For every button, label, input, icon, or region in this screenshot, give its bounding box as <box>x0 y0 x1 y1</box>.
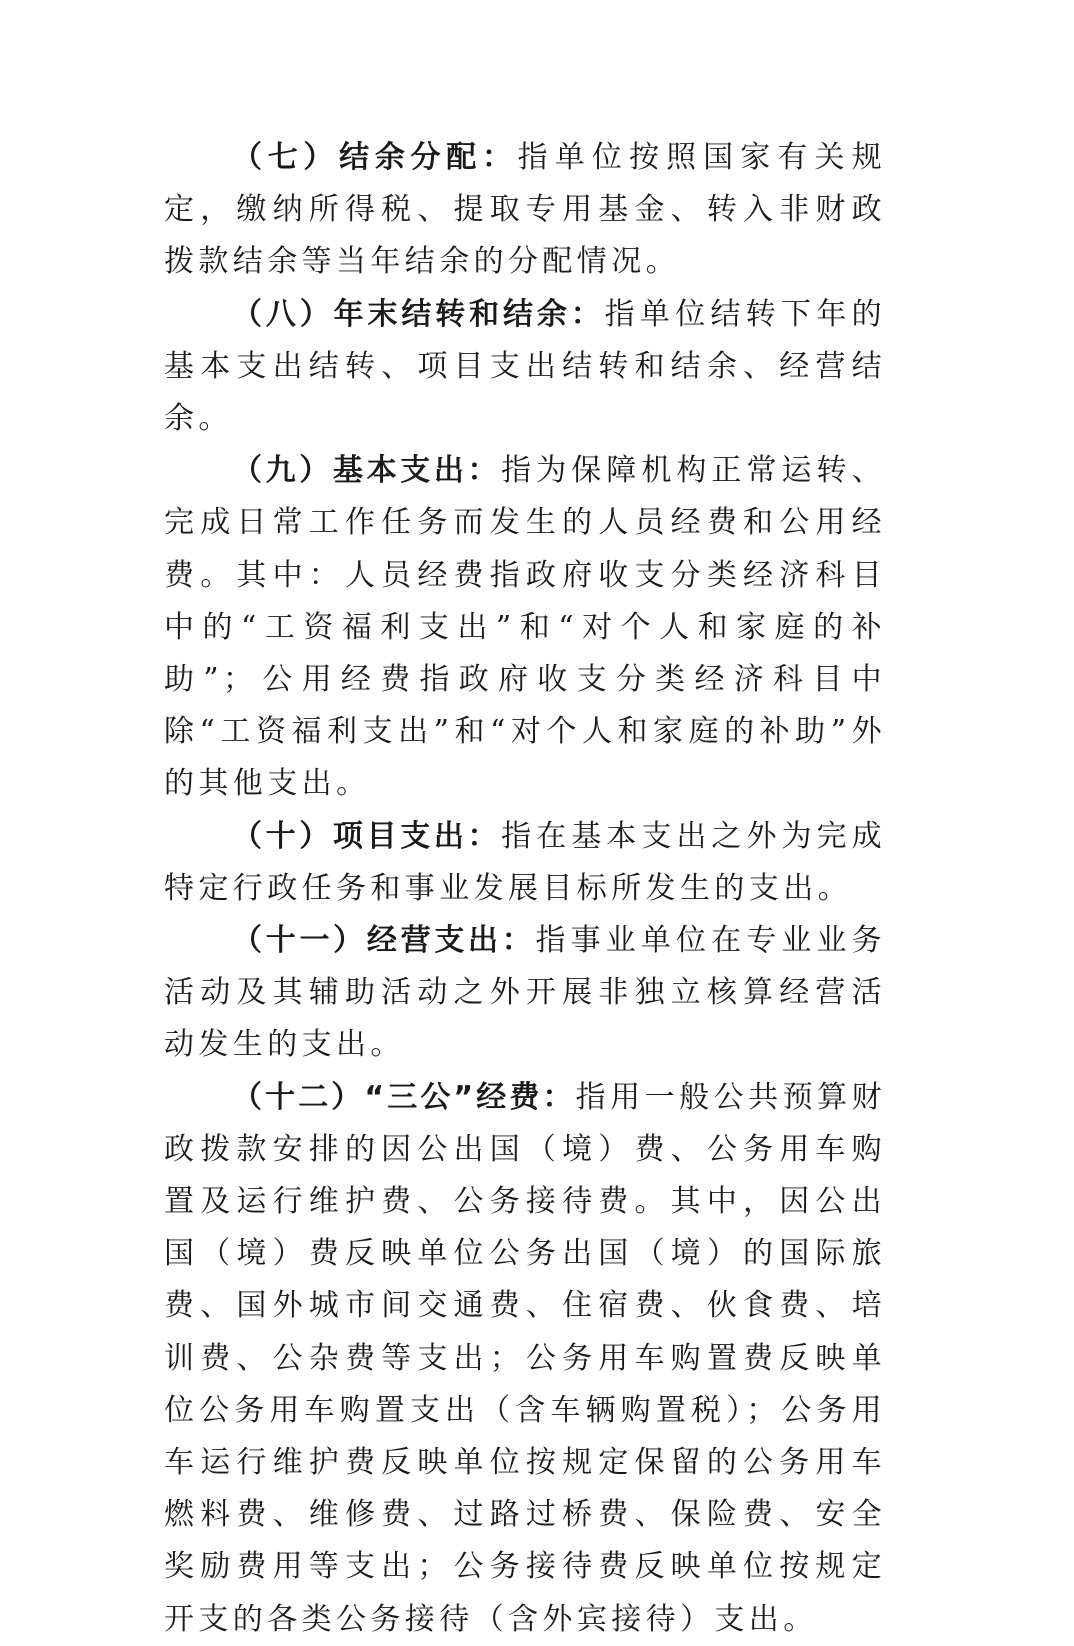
term-heading: （八）年末结转和结余： <box>232 296 605 332</box>
paragraph-three-public-expenses <box>164 1072 886 1646</box>
paragraph-year-end-carryover <box>164 289 886 446</box>
paragraph-operating-expenditure <box>164 915 886 1072</box>
term-definition: 指单位结转下年的基本支出结转、项目支出结转和结余、经营结余。 <box>164 296 886 437</box>
term-heading: （九）基本支出： <box>232 453 502 489</box>
term-definition: 指在基本支出之外为完成特定行政任务和事业发展目标所发生的支出。 <box>164 818 886 906</box>
term-heading: （十）项目支出： <box>232 818 502 854</box>
term-definition: 指为保障机构正常运转、完成日常工作任务而发生的人员经费和公用经费。其中：人员经费指政府收支分类经济科目中的“工资福利支出”和“对个人和家庭的补助”；公用经费指政府收支分类经济科目中除“工资福利支出”和“对个人和家庭的补助”外的其他支出。 <box>164 453 886 802</box>
term-definition: 指单位按照国家有关规定，缴纳所得税、提取专用基金、转入非财政拨款结余等当年结余的分配情况。 <box>164 140 887 280</box>
document-body <box>164 132 886 1646</box>
paragraph-basic-expenditure <box>164 445 886 810</box>
term-definition: 指用一般公共预算财政拨款安排的因公出国（境）费、公务用车购置及运行维护费、公务接待费。其中，因公出国（境）费反映单位公务出国（境）的国际旅费、国外城市间交通费、住宿费、伙食费、培训费、公杂费等支出；公务用车购置费反映单位公务用车购置支出（含车辆购置税）；公务用车运行维护费反映单位按规定保留的公务用车燃料费、维修费、过路过桥费、保险费、安全奖励费用等支出；公务接待费反映单位按规定开支的各类公务接待（含外宾接待）支出。 <box>164 1079 887 1637</box>
term-heading: （十二）“三公”经费： <box>232 1079 576 1115</box>
term-definition: 指事业单位在专业业务活动及其辅助活动之外开展非独立核算经营活动发生的支出。 <box>164 923 886 1063</box>
term-heading: （十一）经营支出： <box>232 923 536 959</box>
term-heading: （七）结余分配： <box>232 140 518 175</box>
paragraph-surplus-distribution <box>164 132 886 289</box>
paragraph-project-expenditure <box>164 811 886 915</box>
